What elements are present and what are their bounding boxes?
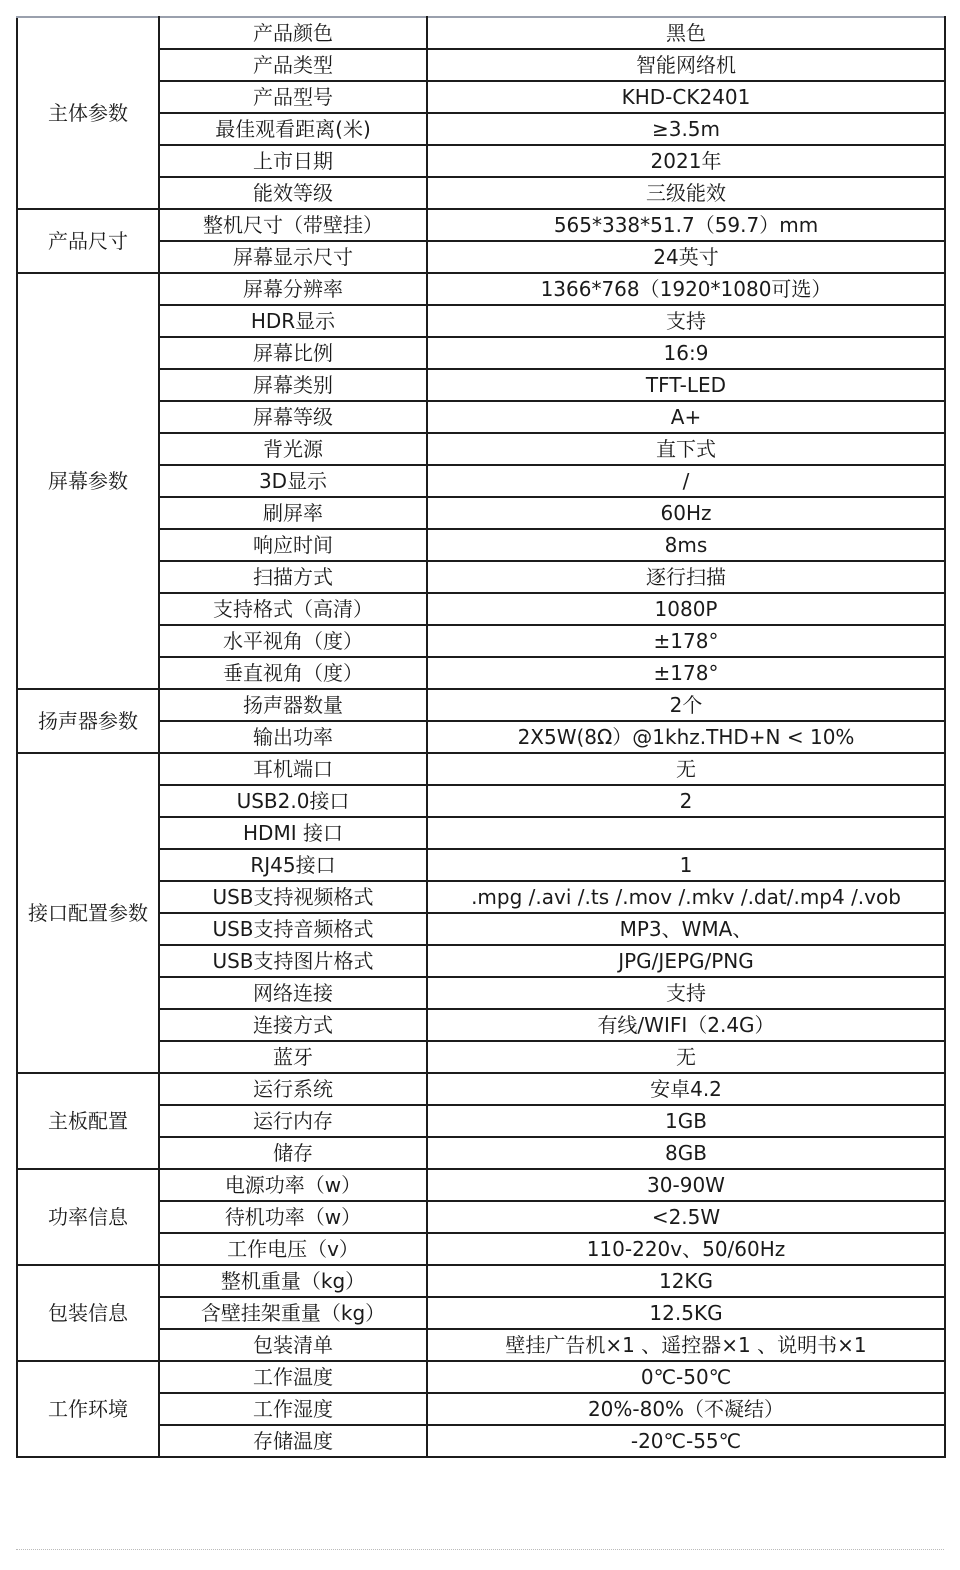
spec-value: 8GB (427, 1137, 945, 1169)
spec-value: 30-90W (427, 1169, 945, 1201)
spec-label: USB支持图片格式 (159, 945, 427, 977)
spec-label: 储存 (159, 1137, 427, 1169)
spec-label: 包装清单 (159, 1329, 427, 1361)
spec-label: USB支持音频格式 (159, 913, 427, 945)
spec-value: ≥3.5m (427, 113, 945, 145)
spec-label: 屏幕显示尺寸 (159, 241, 427, 273)
spec-value: 三级能效 (427, 177, 945, 209)
spec-table (16, 16, 946, 1458)
spec-value: 565*338*51.7（59.7）mm (427, 209, 945, 241)
spec-label: 屏幕等级 (159, 401, 427, 433)
spec-label: 运行内存 (159, 1105, 427, 1137)
spec-value: 1080P (427, 593, 945, 625)
spec-label: 刷屏率 (159, 497, 427, 529)
spec-value: 智能网络机 (427, 49, 945, 81)
bottom-divider (16, 1549, 944, 1550)
spec-value: 12.5KG (427, 1297, 945, 1329)
spec-value: ±178° (427, 625, 945, 657)
spec-value: 2个 (427, 689, 945, 721)
spec-label: 待机功率（w） (159, 1201, 427, 1233)
spec-value: MP3、WMA、 (427, 913, 945, 945)
spec-value: 20%-80%（不凝结） (427, 1393, 945, 1425)
group-name: 屏幕参数 (17, 273, 159, 689)
spec-value: 12KG (427, 1265, 945, 1297)
spec-label: 连接方式 (159, 1009, 427, 1041)
spec-label: 耳机端口 (159, 753, 427, 785)
spec-row (17, 17, 945, 49)
spec-row (17, 689, 945, 721)
spec-value: 1366*768（1920*1080可选） (427, 273, 945, 305)
spec-value: 有线/WIFI（2.4G） (427, 1009, 945, 1041)
group-name: 工作环境 (17, 1361, 159, 1457)
spec-value: 2 (427, 785, 945, 817)
spec-label: 工作湿度 (159, 1393, 427, 1425)
spec-value: JPG/JEPG/PNG (427, 945, 945, 977)
spec-value: 0℃-50℃ (427, 1361, 945, 1393)
spec-value: 110-220v、50/60Hz (427, 1233, 945, 1265)
spec-value: -20℃-55℃ (427, 1425, 945, 1457)
spec-value: 1GB (427, 1105, 945, 1137)
spec-label: 存储温度 (159, 1425, 427, 1457)
spec-label: 水平视角（度） (159, 625, 427, 657)
spec-value: 16:9 (427, 337, 945, 369)
spec-label: 整机尺寸（带壁挂） (159, 209, 427, 241)
spec-row (17, 1169, 945, 1201)
spec-value: <2.5W (427, 1201, 945, 1233)
spec-label: 工作温度 (159, 1361, 427, 1393)
spec-label: 网络连接 (159, 977, 427, 1009)
spec-label: 运行系统 (159, 1073, 427, 1105)
spec-row (17, 1265, 945, 1297)
group-name: 主板配置 (17, 1073, 159, 1169)
spec-value: ±178° (427, 657, 945, 689)
spec-label: 产品颜色 (159, 17, 427, 49)
spec-value: 壁挂广告机×1 、遥控器×1 、说明书×1 (427, 1329, 945, 1361)
spec-value: 1 (427, 849, 945, 881)
spec-label: 3D显示 (159, 465, 427, 497)
spec-label: 垂直视角（度） (159, 657, 427, 689)
spec-label: 能效等级 (159, 177, 427, 209)
spec-label: USB支持视频格式 (159, 881, 427, 913)
spec-table-body (17, 17, 945, 1457)
spec-label: 屏幕比例 (159, 337, 427, 369)
spec-label: 背光源 (159, 433, 427, 465)
group-name: 包装信息 (17, 1265, 159, 1361)
spec-value: 60Hz (427, 497, 945, 529)
spec-value: 24英寸 (427, 241, 945, 273)
group-name: 扬声器参数 (17, 689, 159, 753)
spec-value: 8ms (427, 529, 945, 561)
spec-label: USB2.0接口 (159, 785, 427, 817)
spec-value: 逐行扫描 (427, 561, 945, 593)
spec-label: HDMI 接口 (159, 817, 427, 849)
spec-label: 产品型号 (159, 81, 427, 113)
spec-row (17, 753, 945, 785)
spec-value: 2X5W(8Ω）@1khz.THD+N < 10% (427, 721, 945, 753)
spec-label: 输出功率 (159, 721, 427, 753)
spec-label: 支持格式（高清） (159, 593, 427, 625)
spec-value: A+ (427, 401, 945, 433)
spec-row (17, 273, 945, 305)
spec-value: 无 (427, 1041, 945, 1073)
spec-value: 2021年 (427, 145, 945, 177)
spec-label: RJ45接口 (159, 849, 427, 881)
group-name: 功率信息 (17, 1169, 159, 1265)
group-name: 主体参数 (17, 17, 159, 209)
spec-label: 屏幕分辨率 (159, 273, 427, 305)
spec-label: 蓝牙 (159, 1041, 427, 1073)
spec-value: .mpg /.avi /.ts /.mov /.mkv /.dat/.mp4 /.vob (427, 881, 945, 913)
spec-row (17, 209, 945, 241)
spec-value: KHD-CK2401 (427, 81, 945, 113)
spec-value: 无 (427, 753, 945, 785)
spec-label: HDR显示 (159, 305, 427, 337)
spec-label: 电源功率（w） (159, 1169, 427, 1201)
spec-label: 扫描方式 (159, 561, 427, 593)
spec-row (17, 1073, 945, 1105)
spec-label: 含壁挂架重量（kg） (159, 1297, 427, 1329)
spec-label: 工作电压（v） (159, 1233, 427, 1265)
spec-value: 黑色 (427, 17, 945, 49)
spec-value: 安卓4.2 (427, 1073, 945, 1105)
spec-label: 屏幕类别 (159, 369, 427, 401)
spec-value: 支持 (427, 305, 945, 337)
group-name: 接口配置参数 (17, 753, 159, 1073)
group-name: 产品尺寸 (17, 209, 159, 273)
spec-label: 扬声器数量 (159, 689, 427, 721)
spec-value: 直下式 (427, 433, 945, 465)
spec-value (427, 817, 945, 849)
spec-label: 响应时间 (159, 529, 427, 561)
spec-label: 最佳观看距离(米) (159, 113, 427, 145)
spec-value: TFT-LED (427, 369, 945, 401)
spec-label: 产品类型 (159, 49, 427, 81)
spec-value: 支持 (427, 977, 945, 1009)
spec-value: / (427, 465, 945, 497)
spec-label: 整机重量（kg） (159, 1265, 427, 1297)
spec-label: 上市日期 (159, 145, 427, 177)
spec-row (17, 1361, 945, 1393)
